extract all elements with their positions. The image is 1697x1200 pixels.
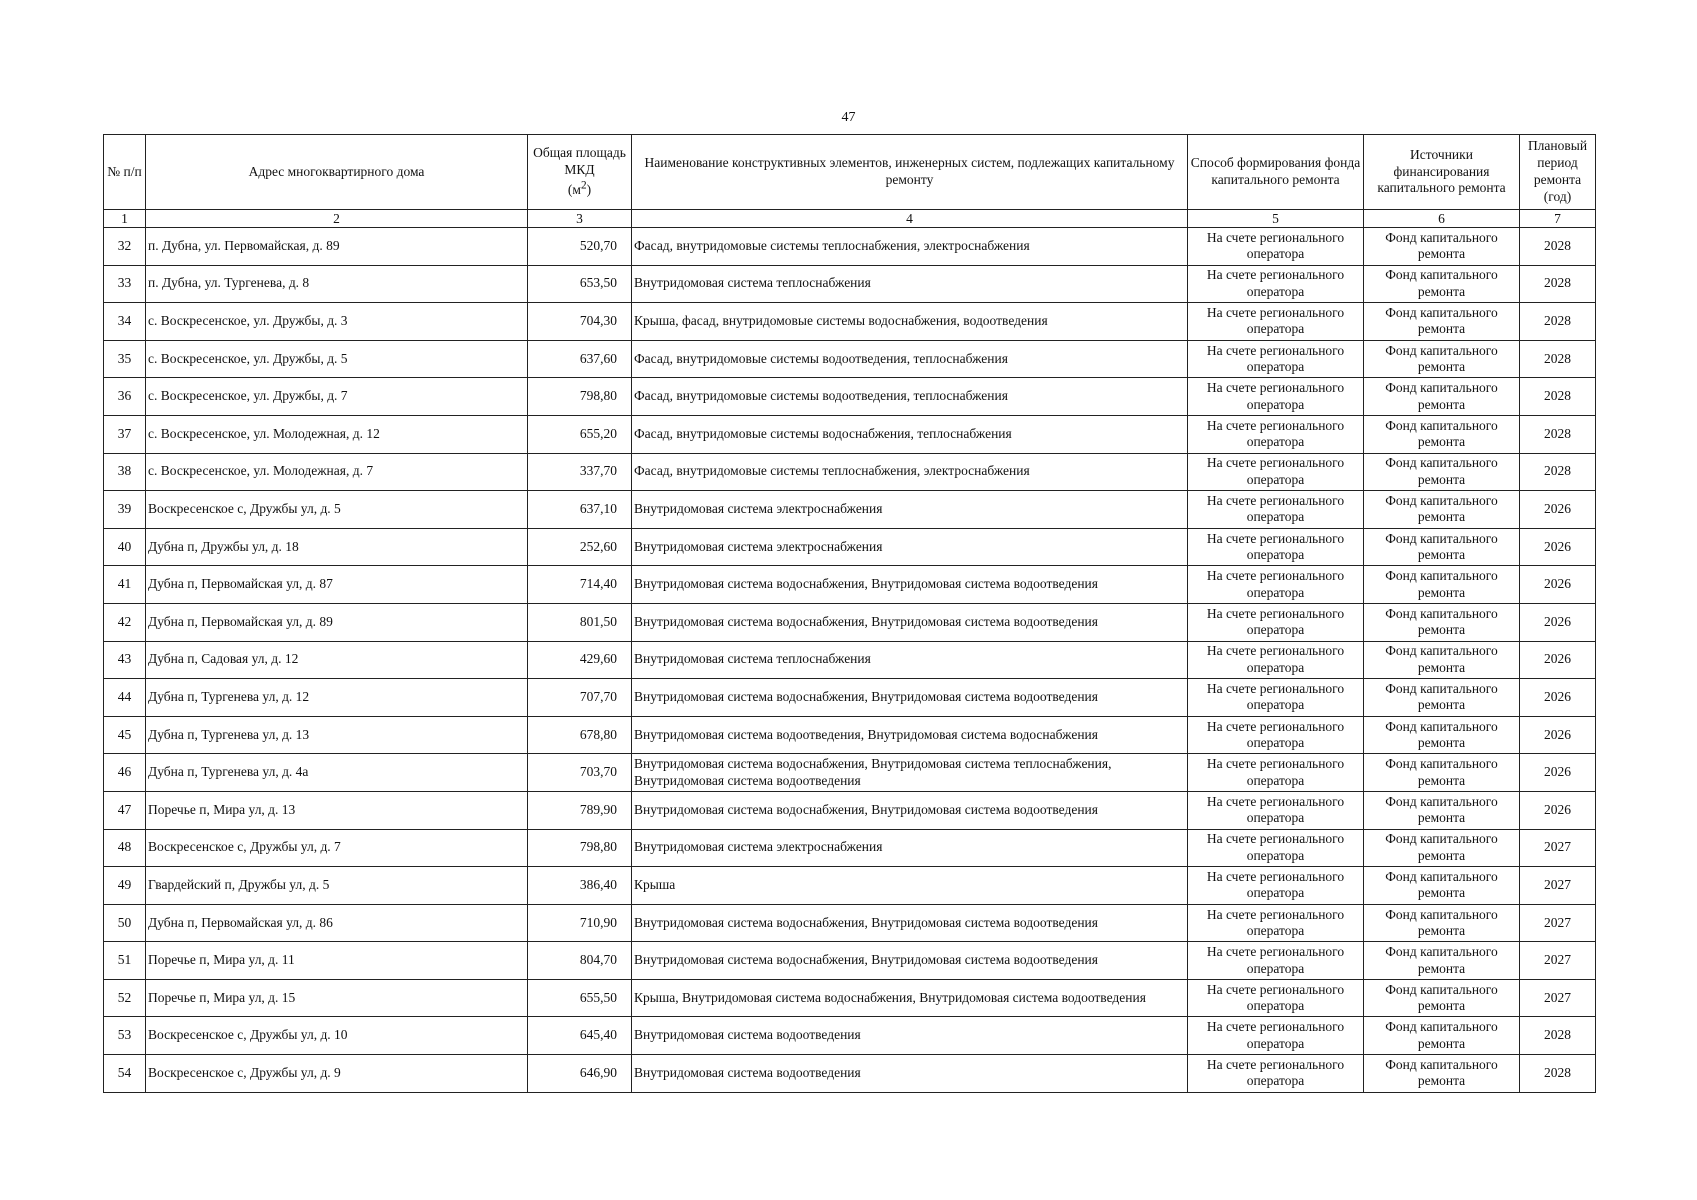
row-method: На счете регионального оператора (1188, 679, 1364, 717)
row-area: 653,50 (528, 265, 632, 303)
row-elements: Внутридомовая система водоснабжения, Внутридомовая система теплоснабжения, Внутридомовая система водоотведения (632, 754, 1188, 792)
row-source: Фонд капитального ремонта (1364, 265, 1520, 303)
row-source: Фонд капитального ремонта (1364, 979, 1520, 1017)
row-area: 386,40 (528, 867, 632, 905)
row-source: Фонд капитального ремонта (1364, 566, 1520, 604)
table-header-row (104, 135, 1596, 210)
header-source: Источники финансирования капитального ремонта (1364, 135, 1520, 210)
row-number: 43 (104, 641, 146, 679)
row-address: Дубна п, Первомайская ул, д. 86 (146, 904, 528, 942)
table-row (104, 1017, 1596, 1055)
row-method: На счете регионального оператора (1188, 1055, 1364, 1093)
row-number: 40 (104, 528, 146, 566)
row-source: Фонд капитального ремонта (1364, 641, 1520, 679)
row-source: Фонд капитального ремонта (1364, 904, 1520, 942)
table-row (104, 566, 1596, 604)
row-address: Дубна п, Первомайская ул, д. 89 (146, 603, 528, 641)
row-number: 32 (104, 228, 146, 266)
row-method: На счете регионального оператора (1188, 904, 1364, 942)
row-elements: Внутридомовая система водоотведения, Внутридомовая система водоснабжения (632, 716, 1188, 754)
header-area-label: Общая площадь МКД (533, 144, 626, 177)
row-area: 655,50 (528, 979, 632, 1017)
row-source: Фонд капитального ремонта (1364, 1017, 1520, 1055)
row-elements: Внутридомовая система водоснабжения, Внутридомовая система водоотведения (632, 791, 1188, 829)
row-elements: Внутридомовая система электроснабжения (632, 528, 1188, 566)
column-number: 7 (1520, 210, 1596, 228)
row-source: Фонд капитального ремонта (1364, 829, 1520, 867)
row-address: Поречье п, Мира ул, д. 11 (146, 942, 528, 980)
row-period: 2026 (1520, 641, 1596, 679)
row-number: 41 (104, 566, 146, 604)
row-address: Дубна п, Первомайская ул, д. 87 (146, 566, 528, 604)
row-address: Воскресенское с, Дружбы ул, д. 5 (146, 491, 528, 529)
table-row (104, 228, 1596, 266)
row-method: На счете регионального оператора (1188, 829, 1364, 867)
row-elements: Внутридомовая система водоснабжения, Внутридомовая система водоотведения (632, 603, 1188, 641)
row-source: Фонд капитального ремонта (1364, 867, 1520, 905)
row-address: Дубна п, Тургенева ул, д. 13 (146, 716, 528, 754)
row-number: 42 (104, 603, 146, 641)
row-number: 36 (104, 378, 146, 416)
row-period: 2028 (1520, 415, 1596, 453)
row-method: На счете регионального оператора (1188, 1017, 1364, 1055)
table-row (104, 453, 1596, 491)
row-address: с. Воскресенское, ул. Дружбы, д. 7 (146, 378, 528, 416)
row-source: Фонд капитального ремонта (1364, 716, 1520, 754)
row-number: 52 (104, 979, 146, 1017)
row-source: Фонд капитального ремонта (1364, 679, 1520, 717)
table-row (104, 829, 1596, 867)
row-method: На счете регионального оператора (1188, 716, 1364, 754)
row-area: 710,90 (528, 904, 632, 942)
table-row (104, 867, 1596, 905)
row-period: 2028 (1520, 228, 1596, 266)
row-number: 46 (104, 754, 146, 792)
row-number: 48 (104, 829, 146, 867)
row-method: На счете регионального оператора (1188, 303, 1364, 341)
row-method: На счете регионального оператора (1188, 641, 1364, 679)
row-method: На счете регионального оператора (1188, 791, 1364, 829)
row-period: 2028 (1520, 303, 1596, 341)
row-period: 2026 (1520, 528, 1596, 566)
table-row (104, 716, 1596, 754)
row-address: п. Дубна, ул. Первомайская, д. 89 (146, 228, 528, 266)
row-number: 50 (104, 904, 146, 942)
row-address: Воскресенское с, Дружбы ул, д. 7 (146, 829, 528, 867)
row-period: 2026 (1520, 716, 1596, 754)
row-area: 655,20 (528, 415, 632, 453)
row-area: 252,60 (528, 528, 632, 566)
row-elements: Фасад, внутридомовые системы теплоснабжения, электроснабжения (632, 453, 1188, 491)
row-method: На счете регионального оператора (1188, 867, 1364, 905)
row-area: 520,70 (528, 228, 632, 266)
row-elements: Внутридомовая система теплоснабжения (632, 641, 1188, 679)
row-period: 2026 (1520, 566, 1596, 604)
row-number: 38 (104, 453, 146, 491)
table-row (104, 979, 1596, 1017)
row-source: Фонд капитального ремонта (1364, 491, 1520, 529)
row-method: На счете регионального оператора (1188, 979, 1364, 1017)
row-elements: Внутридомовая система водоснабжения, Внутридомовая система водоотведения (632, 566, 1188, 604)
row-period: 2027 (1520, 829, 1596, 867)
row-area: 714,40 (528, 566, 632, 604)
row-period: 2026 (1520, 491, 1596, 529)
row-area: 337,70 (528, 453, 632, 491)
column-number: 5 (1188, 210, 1364, 228)
row-area: 637,60 (528, 340, 632, 378)
column-number: 1 (104, 210, 146, 228)
row-address: Дубна п, Тургенева ул, д. 12 (146, 679, 528, 717)
row-area: 645,40 (528, 1017, 632, 1055)
row-address: Поречье п, Мира ул, д. 15 (146, 979, 528, 1017)
row-area: 678,80 (528, 716, 632, 754)
row-source: Фонд капитального ремонта (1364, 791, 1520, 829)
row-period: 2027 (1520, 979, 1596, 1017)
page-number: 47 (841, 110, 856, 125)
row-period: 2028 (1520, 1017, 1596, 1055)
row-number: 35 (104, 340, 146, 378)
row-method: На счете регионального оператора (1188, 566, 1364, 604)
row-period: 2026 (1520, 791, 1596, 829)
row-area: 704,30 (528, 303, 632, 341)
row-elements: Крыша, фасад, внутридомовые системы водоснабжения, водоотведения (632, 303, 1188, 341)
row-period: 2028 (1520, 453, 1596, 491)
row-area: 707,70 (528, 679, 632, 717)
table-row (104, 791, 1596, 829)
row-method: На счете регионального оператора (1188, 340, 1364, 378)
row-source: Фонд капитального ремонта (1364, 603, 1520, 641)
table-row (104, 303, 1596, 341)
row-number: 47 (104, 791, 146, 829)
row-address: с. Воскресенское, ул. Дружбы, д. 3 (146, 303, 528, 341)
table-row (104, 603, 1596, 641)
row-period: 2026 (1520, 603, 1596, 641)
row-elements: Внутридомовая система теплоснабжения (632, 265, 1188, 303)
row-address: Воскресенское с, Дружбы ул, д. 10 (146, 1017, 528, 1055)
column-number: 6 (1364, 210, 1520, 228)
row-period: 2026 (1520, 754, 1596, 792)
row-elements: Фасад, внутридомовые системы теплоснабжения, электроснабжения (632, 228, 1188, 266)
row-area: 703,70 (528, 754, 632, 792)
row-method: На счете регионального оператора (1188, 528, 1364, 566)
column-number: 3 (528, 210, 632, 228)
row-area: 429,60 (528, 641, 632, 679)
row-source: Фонд капитального ремонта (1364, 1055, 1520, 1093)
row-period: 2027 (1520, 904, 1596, 942)
row-period: 2028 (1520, 265, 1596, 303)
row-source: Фонд капитального ремонта (1364, 754, 1520, 792)
table-row (104, 904, 1596, 942)
row-number: 51 (104, 942, 146, 980)
row-period: 2027 (1520, 942, 1596, 980)
row-method: На счете регионального оператора (1188, 942, 1364, 980)
row-source: Фонд капитального ремонта (1364, 528, 1520, 566)
row-elements: Внутридомовая система водоснабжения, Внутридомовая система водоотведения (632, 679, 1188, 717)
header-address: Адрес многоквартирного дома (146, 135, 528, 210)
row-address: с. Воскресенское, ул. Молодежная, д. 7 (146, 453, 528, 491)
row-area: 789,90 (528, 791, 632, 829)
table-body (104, 228, 1596, 1093)
row-number: 39 (104, 491, 146, 529)
row-area: 801,50 (528, 603, 632, 641)
row-elements: Фасад, внутридомовые системы водоотведения, теплоснабжения (632, 378, 1188, 416)
row-number: 45 (104, 716, 146, 754)
row-number: 54 (104, 1055, 146, 1093)
row-elements: Фасад, внутридомовые системы водоснабжения, теплоснабжения (632, 415, 1188, 453)
row-number: 33 (104, 265, 146, 303)
row-source: Фонд капитального ремонта (1364, 303, 1520, 341)
table-row (104, 415, 1596, 453)
row-source: Фонд капитального ремонта (1364, 453, 1520, 491)
column-number: 2 (146, 210, 528, 228)
table-row (104, 1055, 1596, 1093)
row-source: Фонд капитального ремонта (1364, 340, 1520, 378)
row-period: 2027 (1520, 867, 1596, 905)
row-address: Дубна п, Тургенева ул, д. 4а (146, 754, 528, 792)
row-source: Фонд капитального ремонта (1364, 942, 1520, 980)
row-area: 798,80 (528, 829, 632, 867)
row-elements: Крыша, Внутридомовая система водоснабжения, Внутридомовая система водоотведения (632, 979, 1188, 1017)
row-area: 798,80 (528, 378, 632, 416)
row-method: На счете регионального оператора (1188, 453, 1364, 491)
row-period: 2028 (1520, 1055, 1596, 1093)
row-area: 646,90 (528, 1055, 632, 1093)
row-method: На счете регионального оператора (1188, 754, 1364, 792)
row-elements: Внутридомовая система водоотведения (632, 1017, 1188, 1055)
table-row (104, 641, 1596, 679)
row-elements: Крыша (632, 867, 1188, 905)
header-method: Способ формирования фонда капитального ремонта (1188, 135, 1364, 210)
row-source: Фонд капитального ремонта (1364, 378, 1520, 416)
row-method: На счете регионального оператора (1188, 603, 1364, 641)
row-area: 637,10 (528, 491, 632, 529)
table-row (104, 340, 1596, 378)
table-row (104, 491, 1596, 529)
row-address: Воскресенское с, Дружбы ул, д. 9 (146, 1055, 528, 1093)
column-number: 4 (632, 210, 1188, 228)
table-row (104, 265, 1596, 303)
capital-repair-table (103, 134, 1596, 1093)
row-address: Поречье п, Мира ул, д. 13 (146, 791, 528, 829)
row-source: Фонд капитального ремонта (1364, 228, 1520, 266)
header-period: Плановый период ремонта (год) (1520, 135, 1596, 210)
table-row (104, 679, 1596, 717)
row-number: 49 (104, 867, 146, 905)
row-address: Дубна п, Садовая ул, д. 12 (146, 641, 528, 679)
header-area-unit: $(м^2)$ (567, 179, 592, 198)
row-number: 53 (104, 1017, 146, 1055)
row-number: 37 (104, 415, 146, 453)
row-elements: Внутридомовая система водоснабжения, Внутридомовая система водоотведения (632, 904, 1188, 942)
table-row (104, 754, 1596, 792)
row-address: с. Воскресенское, ул. Молодежная, д. 12 (146, 415, 528, 453)
column-number-row (104, 210, 1596, 228)
row-elements: Внутридомовая система водоснабжения, Внутридомовая система водоотведения (632, 942, 1188, 980)
header-area (528, 135, 632, 210)
row-method: На счете регионального оператора (1188, 491, 1364, 529)
table-row (104, 528, 1596, 566)
row-elements: Фасад, внутридомовые системы водоотведения, теплоснабжения (632, 340, 1188, 378)
row-address: Гвардейский п, Дружбы ул, д. 5 (146, 867, 528, 905)
row-method: На счете регионального оператора (1188, 415, 1364, 453)
row-method: На счете регионального оператора (1188, 265, 1364, 303)
header-elements: Наименование конструктивных элементов, инженерных систем, подлежащих капитальному ремонту (632, 135, 1188, 210)
row-number: 34 (104, 303, 146, 341)
header-num: № п/п (104, 135, 146, 210)
row-elements: Внутридомовая система водоотведения (632, 1055, 1188, 1093)
row-address: с. Воскресенское, ул. Дружбы, д. 5 (146, 340, 528, 378)
row-period: 2026 (1520, 679, 1596, 717)
row-number: 44 (104, 679, 146, 717)
row-address: Дубна п, Дружбы ул, д. 18 (146, 528, 528, 566)
row-period: 2028 (1520, 378, 1596, 416)
row-method: На счете регионального оператора (1188, 378, 1364, 416)
row-elements: Внутридомовая система электроснабжения (632, 491, 1188, 529)
table-row (104, 378, 1596, 416)
table-row (104, 942, 1596, 980)
row-source: Фонд капитального ремонта (1364, 415, 1520, 453)
row-area: 804,70 (528, 942, 632, 980)
row-address: п. Дубна, ул. Тургенева, д. 8 (146, 265, 528, 303)
row-elements: Внутридомовая система электроснабжения (632, 829, 1188, 867)
row-method: На счете регионального оператора (1188, 228, 1364, 266)
row-period: 2028 (1520, 340, 1596, 378)
